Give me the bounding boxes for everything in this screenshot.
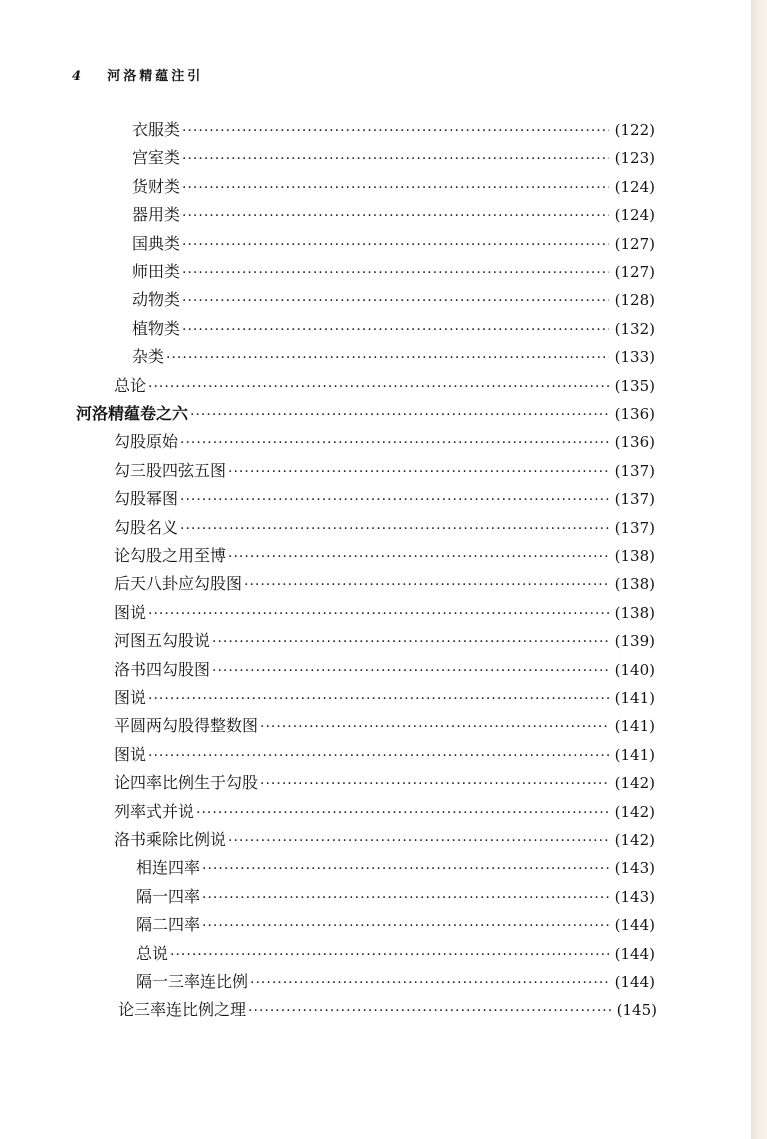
leader-dots (182, 117, 609, 145)
toc-entry-label: 动物类 (132, 290, 181, 310)
toc-entry-label: 货财类 (132, 176, 181, 196)
toc-entry-label: 图说 (114, 688, 147, 707)
toc-entry-label: 宫室类 (132, 148, 181, 168)
toc-entry-label: 勾股原始 (114, 432, 179, 452)
toc-entry (114, 712, 655, 740)
page-edge-shadow (751, 0, 767, 1139)
toc-entry (114, 798, 655, 826)
toc-entry-page: (144) (614, 916, 655, 935)
toc-entry-page: (123) (614, 149, 655, 168)
toc-entry-page: (142) (614, 774, 655, 793)
toc-entry-label: 隔二四率 (136, 915, 201, 935)
page-number: 4 (72, 69, 82, 84)
leader-dots (182, 145, 609, 173)
toc-entry-label: 勾股名义 (114, 517, 179, 537)
toc-entry (114, 372, 655, 400)
leader-dots (250, 969, 609, 997)
toc-entry-label: 勾三股四弦五图 (114, 460, 227, 480)
toc-entry-label: 洛书四勾股图 (114, 659, 211, 679)
toc-entry-page: (140) (614, 660, 655, 679)
leader-dots (182, 174, 609, 202)
toc-chapter-entry (76, 400, 655, 428)
toc-entry-label: 隔一四率 (136, 886, 201, 906)
toc-entry-page: (136) (614, 433, 655, 452)
leader-dots (148, 373, 609, 401)
toc-entry-label: 图说 (114, 602, 147, 622)
toc-entry (114, 769, 655, 797)
toc-entry-page: (145) (616, 1001, 657, 1020)
leader-dots (170, 941, 609, 969)
toc-entry-page: (135) (614, 376, 655, 395)
toc-entry-page: (143) (614, 859, 655, 878)
toc-entry (132, 343, 655, 371)
leader-dots (196, 799, 609, 827)
toc-entry-page: (128) (614, 291, 655, 310)
toc-entry-page: (132) (614, 319, 655, 338)
toc-entry-page: (142) (614, 802, 655, 821)
toc-entry (114, 485, 655, 513)
leader-dots (244, 571, 609, 599)
toc-entry (114, 428, 655, 456)
toc-entry (132, 315, 655, 343)
leader-dots (190, 401, 609, 429)
toc-entry (136, 911, 655, 939)
toc-entry (132, 201, 655, 229)
toc-entry (132, 173, 655, 201)
toc-entry-page: (136) (614, 405, 655, 423)
toc-entry (132, 258, 655, 286)
toc-entry (132, 144, 655, 172)
toc-entry-label: 杂类 (132, 347, 165, 367)
leader-dots (248, 997, 611, 1025)
leader-dots (228, 827, 609, 855)
toc-entry-label: 国典类 (132, 233, 181, 253)
toc-entry-label: 后天八卦应勾股图 (114, 574, 243, 594)
toc-entry-label: 图说 (114, 744, 147, 764)
toc-entry (132, 230, 655, 258)
toc-entry-page: (142) (614, 831, 655, 849)
toc-entry-page: (127) (614, 263, 655, 281)
toc-entry-page: (124) (614, 177, 655, 196)
toc-entry-page: (127) (614, 234, 655, 253)
toc-entry-page: (144) (614, 973, 655, 991)
toc-entry-label: 植物类 (132, 318, 181, 338)
toc-entry-label: 总论 (114, 375, 147, 395)
toc-entry-page: (122) (614, 121, 655, 139)
toc-entry (114, 826, 655, 854)
leader-dots (148, 685, 609, 713)
toc-entry-page: (139) (614, 632, 655, 651)
toc-entry (136, 883, 655, 911)
leader-dots (148, 742, 609, 770)
toc-entry-label: 河洛精蕴卷之六 (76, 404, 189, 423)
toc-entry-label: 平圆两勾股得整数图 (114, 716, 259, 736)
toc-entry (114, 684, 655, 712)
toc-entry-page: (138) (614, 547, 655, 565)
toc-entry (136, 968, 655, 996)
toc-entry-page: (141) (614, 689, 655, 707)
toc-entry-label: 列率式并说 (114, 801, 195, 821)
toc-entry-page: (141) (614, 717, 655, 736)
toc-entry-label: 河图五勾股说 (114, 631, 211, 651)
toc-entry-page: (141) (614, 745, 655, 764)
toc-entry (136, 854, 655, 882)
running-title: 河洛精蕴注引 (107, 69, 204, 84)
toc-entry-page: (138) (614, 575, 655, 594)
toc-entry (114, 656, 655, 684)
toc-entry-page: (143) (614, 887, 655, 906)
leader-dots (202, 855, 609, 883)
toc-entry (114, 542, 655, 570)
toc-entry-page: (137) (614, 518, 655, 537)
toc-entry (136, 940, 655, 968)
leader-dots (180, 515, 609, 543)
leader-dots (260, 770, 609, 798)
leader-dots (182, 202, 609, 230)
leader-dots (182, 316, 609, 344)
toc-entry-label: 衣服类 (132, 120, 181, 139)
toc-entry (114, 741, 655, 769)
toc-entry-label: 隔一三率连比例 (136, 972, 249, 991)
leader-dots (212, 657, 609, 685)
leader-dots (228, 458, 609, 486)
toc-entry (118, 996, 657, 1024)
leader-dots (166, 344, 609, 372)
toc-entry-label: 总说 (136, 943, 169, 963)
toc-entry (114, 514, 655, 542)
toc-entry-label: 论四率比例生于勾股 (114, 773, 259, 793)
toc-entry-label: 洛书乘除比例说 (114, 830, 227, 849)
toc-entry (114, 457, 655, 485)
toc-entry-page: (124) (614, 206, 655, 225)
leader-dots (182, 231, 609, 259)
toc-entry (132, 116, 655, 144)
toc-entry-label: 论三率连比例之理 (118, 1000, 247, 1020)
leader-dots (260, 713, 609, 741)
toc-entry-page: (137) (614, 490, 655, 509)
leader-dots (182, 259, 609, 287)
toc-entry-page: (133) (614, 348, 655, 367)
running-header (72, 66, 203, 88)
toc-entry (114, 627, 655, 655)
toc-entry-label: 论勾股之用至博 (114, 546, 227, 565)
toc-entry-page: (137) (614, 461, 655, 480)
leader-dots (180, 486, 609, 514)
toc-entry-page: (138) (614, 603, 655, 622)
leader-dots (212, 628, 609, 656)
toc-entry-label: 师田类 (132, 262, 181, 281)
toc-entry-label: 相连四率 (136, 858, 201, 878)
toc-entry-page: (144) (614, 944, 655, 963)
toc-entry (132, 286, 655, 314)
toc-entry (114, 570, 655, 598)
toc-entry-label: 勾股幂图 (114, 489, 179, 509)
leader-dots (148, 600, 609, 628)
leader-dots (180, 429, 609, 457)
toc-entry (114, 599, 655, 627)
leader-dots (182, 287, 609, 315)
leader-dots (228, 543, 609, 571)
leader-dots (202, 912, 609, 940)
leader-dots (202, 884, 609, 912)
toc-entry-label: 器用类 (132, 205, 181, 225)
